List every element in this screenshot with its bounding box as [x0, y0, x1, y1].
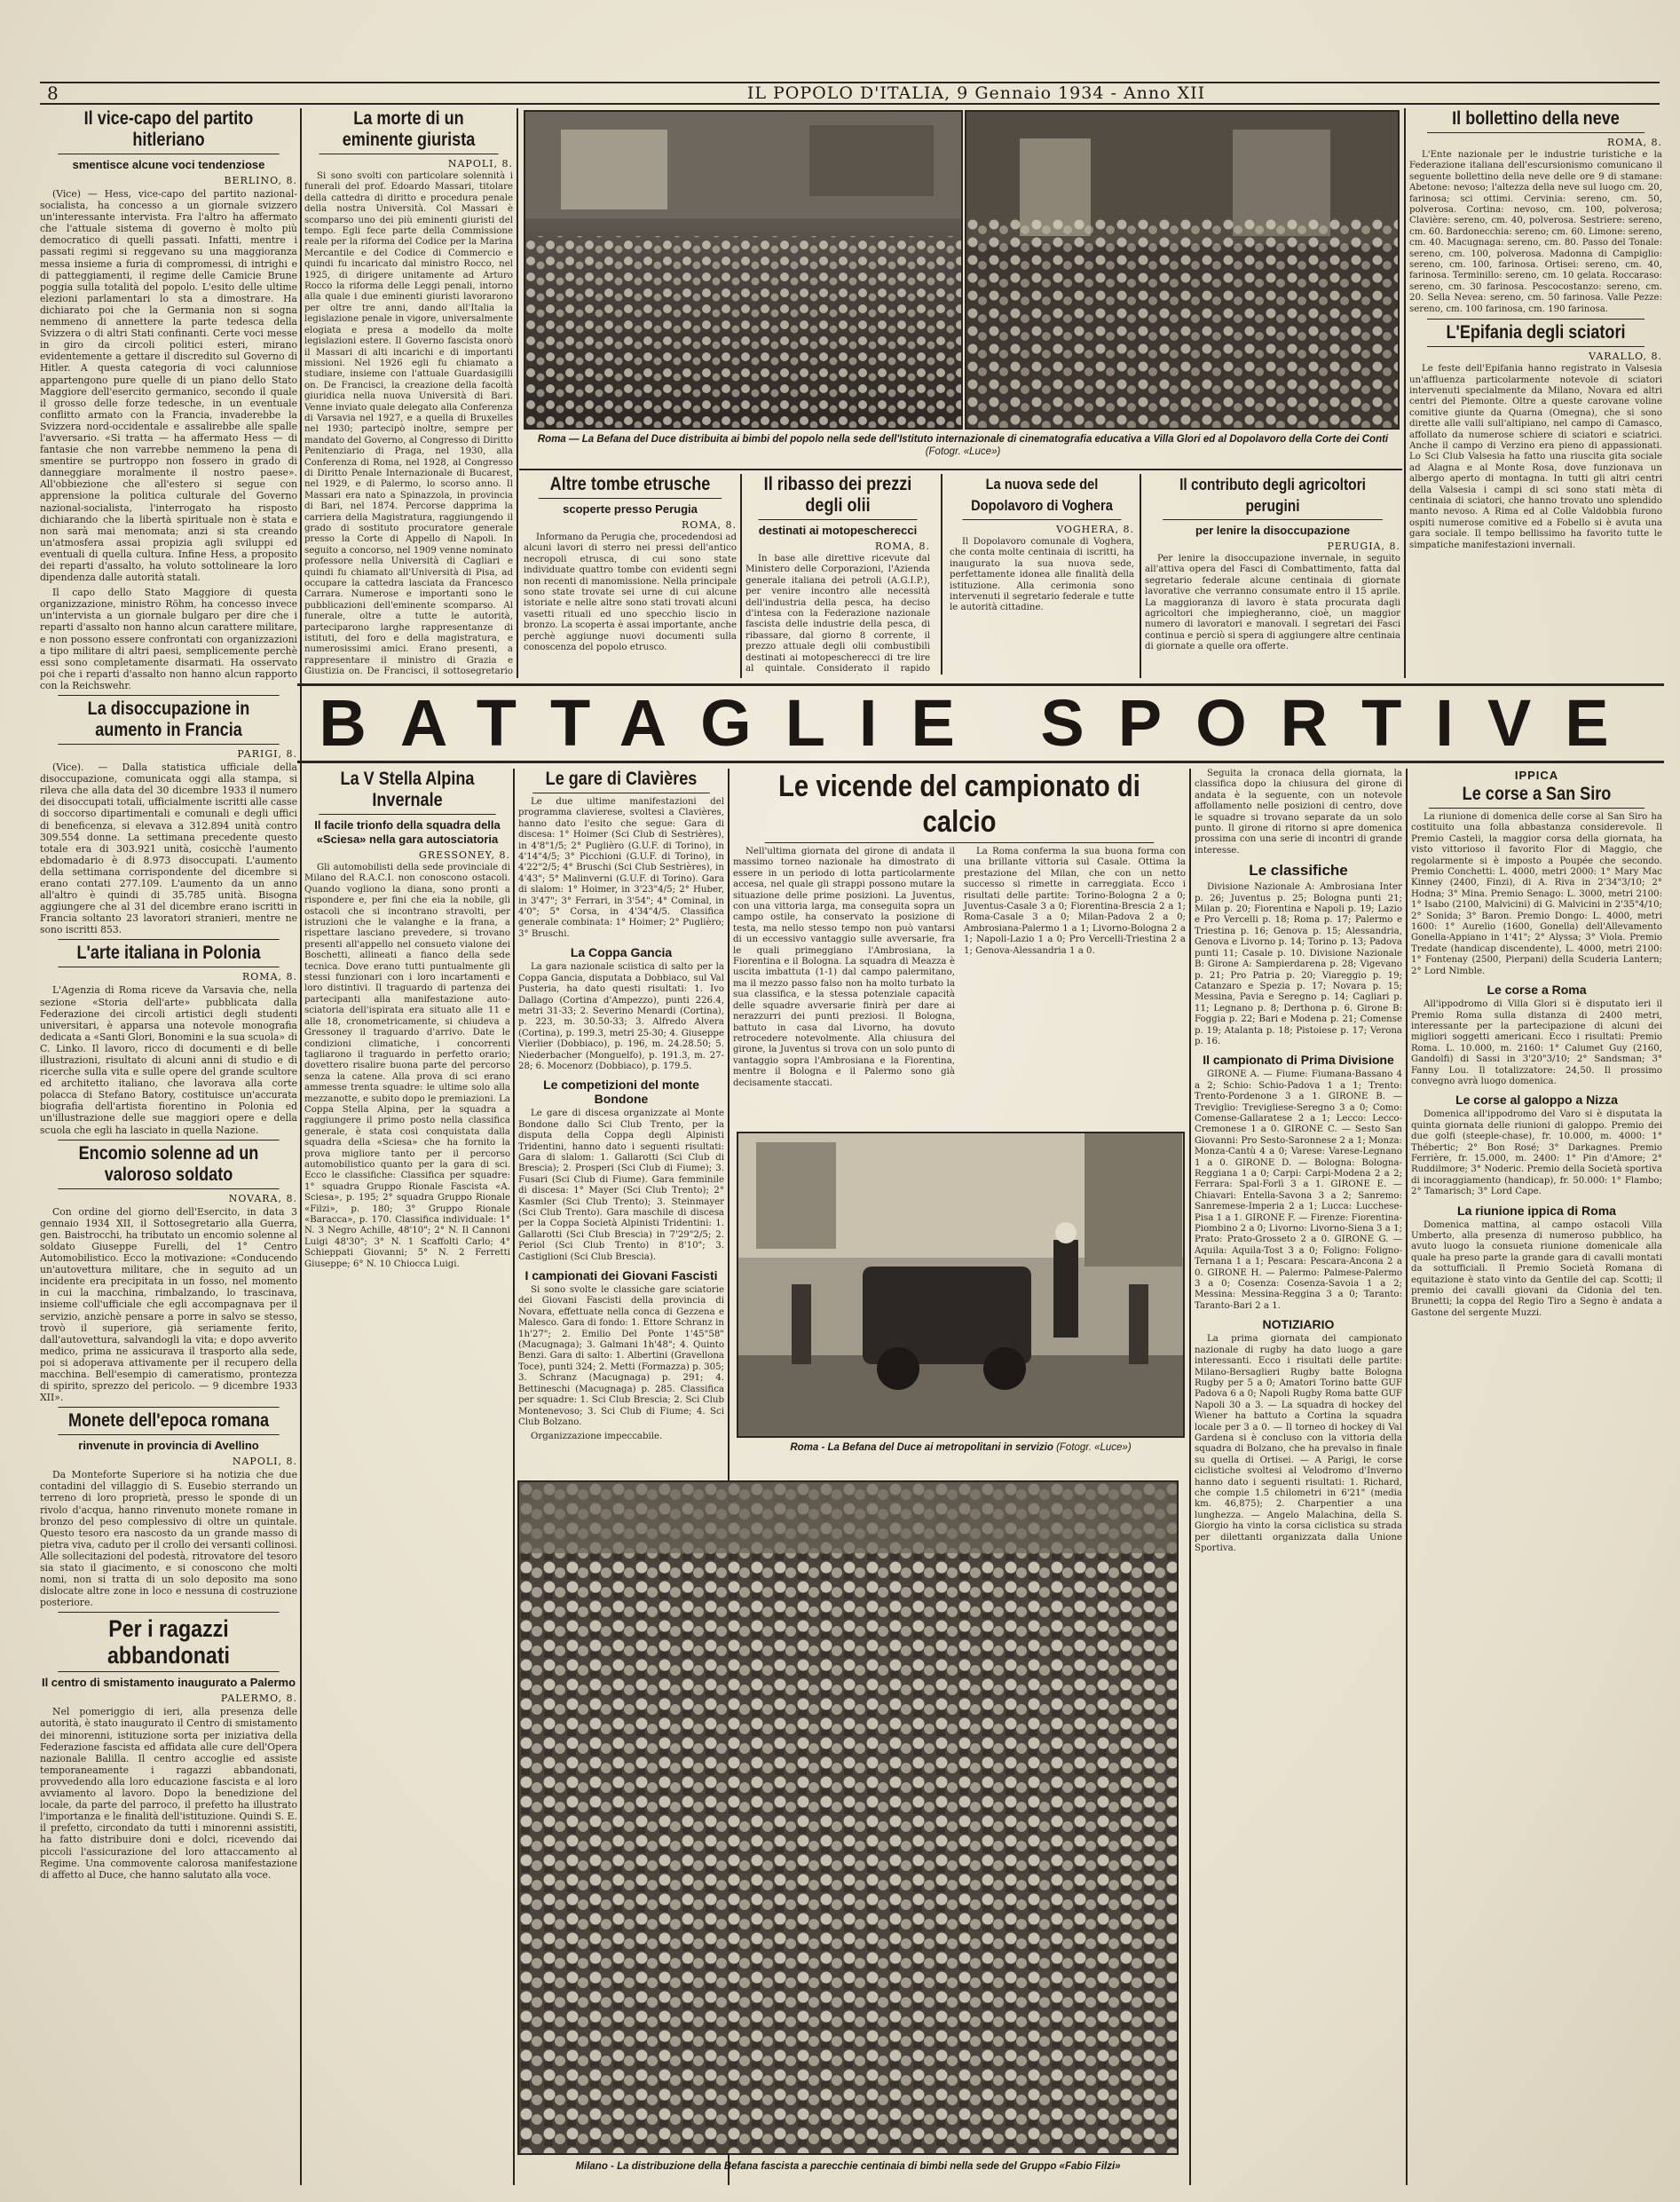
subtitle-giovani-fascisti: I campionati dei Giovani Fascisti: [525, 1268, 718, 1283]
headline-giurista: La morte di un eminente giurista: [319, 108, 498, 154]
headline-epifania: L'Epifania degli sciatori: [1427, 319, 1645, 347]
subhead-vice-capo: smentisce alcune voci tendenziose: [72, 158, 265, 171]
dateline-ragazzi: PALERMO, 8.: [220, 1693, 297, 1705]
article-giurista: Si sono svolti con particolare solennità i funerali del prof. Edoardo Massari, titolare della cattedra di diritto e procedura penale della nostra Università. Col Massari è scomparso uno dei più eminenti giuristi del tempo. Egli fece parte della Commissione reale per la riforma del Codice per la Marina Mercantile e del Codice di Commercio e quindi fu incaricato dal ministro Rocco, nel 1925, di dirigere unitamente ad Arturo Rocco la riforma delle Leggi penali, intorno alla quale i due eminenti giuristi lavorarono per oltre tre anni, dando all'Italia la legislazione penale in vigore, universalmente elogiata e presa a modello da molte legislazioni estere. Il Governo fascista onorò il Massari di alti incarichi e di importanti missioni. Nel 1926 egli fu chiamato a studiare, insieme con l'attuale Guardasigilli on. De Francisci, la creazione della facoltà giuridica nella nuova Università di Bari. Venne inviato quale delegato alla Conferenza di Varsavia nel 1927, e a quella di Bruxelles nel 1930; partecipò inoltre, sempre per mandato del Governo, al Congresso di Diritto Penitenziario di Praga, nel 1930, alla Conferenza di Roma, nel 1928, al Congresso di Diritto Penale Internazionale di Bucarest, nel 1929, e di Palermo, lo scorso anno. Il Massari era nato a Spinazzola, in provincia di Bari, nel 1874. Percorse dapprima la carriera della Magistratura, raggiungendo il grado di sostituto procuratore generale presso la Corte di Appello di Napoli. In seguito a concorso, nel 1909 venne nominato professore nella Università di Cagliari e quindi fu chiamato all'Università di Pisa, ad occupare la cattedra lasciata da Francesco Carrara. Numerose e importanti sono le pubblicazioni dell'eminente scomparso. Al funerale, oltre a tutte le autorità, parteciparono larghe rappresentanze di istituti, del foro e della magistratura, e numerosissimi amici. Erano presenti, a rappresentare il ministro di Grazia e Giustizia on. De Francisci, il sottosegretario: [304, 171, 513, 677]
photo-top-caption-text: Roma — La Befana del Duce distribuita ai bimbi del popolo nella sede dell'Istituto internazionale di cinematografia educativa a Villa Glori ed al Dopolavoro della Corte dei Conti: [537, 434, 1389, 445]
section-banner: BATTAGLIE SPORTIVE: [297, 683, 1664, 763]
dateline-dopolavoro: VOGHERA, 8.: [1056, 524, 1134, 535]
headline-encomio: Encomio solenne ad un valoroso soldato: [58, 1140, 279, 1189]
subhead-prezzi: destinati ai motopescherecci: [758, 524, 918, 537]
article-calcio-cont: La Roma conferma la sua buona forma con una brillante vittoria sul Casale. Ottima la prestazione del Milan, che con un netto successo si rimette in carreggiata. Ecco i risultati delle partite: Torino-Bologna 2 a 0; Juventus-Casale 3 a 0; Fiorentina-Brescia 2 a 1; Roma-Casale 3 a 0; Milan-Padova 2 a 0; Ambrosiana-Palermo 1 a 1; Livorno-Bologna 2 a 1; Napoli-Lazio 1 a 0; Pro Vercelli-Triestina 2 a 1; Genova-Alessandria 1 a 0.: [964, 847, 1186, 956]
article-encomio: Con ordine del giorno dell'Esercito, in data 3 gennaio 1934 XII, il Sottosegretario alla Guerra, gen. Baistrocchi, ha tributato un encomio solenne al soldato Giuseppe Furelli, del 1° Centro Automobilistico. Ecco la motivazione: «Conducendo un'autovettura militare, che in seguito ad un incidente era precipitata in un fosso, nel momento in cui la macchina, rimbalzando, lo trascinava, insieme coll'ufficiale che egli accompagnava per il servizio, anzichè pensare a porre in salvo se stesso, trovò il superiore, già seriamente ferito, dall'autovettura, salvandogli la vita; e dopo avverito medico, prima ne assicurava il trasporto alla sede, poi si adoperava attivamente per il recupero della macchina. Bell'esempio di cameratismo, prontezza di spirito, sprezzo del pericolo. — 9 dicembre 1933 XII».: [40, 1205, 297, 1404]
column-divider: [1404, 108, 1406, 678]
subhead-etrusche: scoperte presso Perugia: [563, 502, 698, 516]
column-divider: [517, 108, 518, 678]
dateline-monete: NAPOLI, 8.: [232, 1456, 297, 1468]
headline-dopolavoro: La nuova sede del Dopolavoro di Voghera: [963, 474, 1122, 520]
article-san-siro: La riunione di domenica delle corse al San Siro ha costituito una folla abbastanza considerevole. Il Premio Casteli, la maggior corsa della giornata, ha visto vittorioso il favorito Flor di Maggio, che regolarmente si è imposto a Poupée che secondo. Premio Conchetti: L. 4000, metri 2000: 1° Mary Mac Kinney (2400, Finzi), di A. Riva in 2'34"3/10; 2° Hodna; 3° Mina. Premio Senago: L. 3000, metri 2100: 1° Isabo (2100, Malvicini) di G. Malvicini in 2'35"4/10; 2° Sonida; 3° Baron. Premio Dongo: L. 4000, metri 1600: 1° Aurelio (1600, Gonella) dell'Allevamento Gonella-Appiano in 1'41"; 2° Alyssa; 3° Viola. Premio Tredate (handicap discendente), L. 4000, metri 2100: 1° Fontenay (2500, Pierpani) della Scuderia Lantern; 2° Lord Nimble.: [1411, 812, 1662, 976]
article-prima-divisione: GIRONE A. — Fiume: Fiumana-Bassano 4 a 2; Schio: Schio-Padova 1 a 1; Trento: Trento-Pordenone 3 a 1. GIRONE B. — Treviglio: Trevigliese-Seregno 3 a 0; Como: Comense-Gallaratese 2 a 1; Lecco: Lecco-Cremonese 1 a 0. GIRONE C. — Sesto San Giovanni: Pro Sesto-Saronnese 2 a 1; Monza: Monza-Cantù 4 a 0; Varese: Varese-Legnano 1 a 0. GIRONE D. — Bologna: Bologna-Reggiana 1 a 0; Carpi: Carpi-Modena 2 a 2; Ferrara: Spal-Forlì 3 a 1. GIRONE E. — Chiavari: Entella-Savona 3 a 2; Sanremo: Sanremese-Imperia 2 a 1; Lucca: Lucchese-Pisa 1 a 1. GIRONE F. — Firenze: Fiorentina-Piombino 2 a 0; Livorno: Livorno-Siena 3 a 1; Prato: Prato-Grosseto 2 a 0. GIRONE G. — Aquila: Aquila-Tost 3 a 0; Foligno: Foligno-Ternana 1 a 1; Pescara: Pescara-Ancona 2 a 0. GIRONE H. — Palermo: Palmese-Palermo 3 a 0; Cosenza: Cosenza-Savoia 1 a 2; Messina: Messina-Reggina 3 a 0; Taranto: Taranto-Bari 2 a 1.: [1195, 1069, 1402, 1311]
headline-vice-capo: Il vice-capo del partito hitleriano: [58, 108, 279, 154]
subtitle-corse-nizza: Le corse al galoppo a Nizza: [1455, 1093, 1618, 1108]
masthead-title: IL POPOLO D'ITALIA, 9 Gennaio 1934 - Anno XII: [293, 82, 1660, 105]
article-agricoltori: Per lenire la disoccupazione invernale, in seguito all'attiva opera del Fasci di Combattimento, fatta dal segretario federale alcune centinaia di giornate lavorative che verranno consumate entro il 15 aprile. La maggioranza di lavoro è stata procurata dagli agricoltori che impiegheranno, cioè, un maggior numero di lavoratori e manovali. I segretari dei Fasci continua e perciò si spera di aggiungere altre centinaia di giornate a quelle ora offerte.: [1145, 554, 1400, 652]
column-divider: [740, 474, 742, 678]
dateline-disoccupazione: PARIGI, 8.: [237, 748, 297, 761]
article-vice-capo-cont: Il capo dello Stato Maggiore di questa organizzazione, ministro Röhm, ha concesso invece un'intervista a un giornale bulgaro per dire che i reparti d'assalto non hanno alcun carattere militare, e non possono essere confrontati con organizzazioni a tipo militare di altri paesi, semplicemente perchè essi sono completamente disarmati. Ha osservato poi che i reparti d'assalto non hanno alcun rapporto con la Reichswehr.: [40, 587, 297, 691]
sport-calcio: [733, 769, 1186, 1124]
article-vice-capo: (Vice) — Hess, vice-capo del partito nazional-socialista, ha concesso a un giornale svizzero un'interessante intervista. Fra l'altro ha affermato che l'attuale sistema di governo è molto più democratico di quelli passati. Infatti, mentre i passati regimi si reggevano su una maggioranza messa insieme a furia di compromessi, di intrighi e di patteggiamenti, il regime delle Camicie Brune poggia sulla totalità del popolo. L'esito delle ultime elezioni parlamentari lo sta a dimostrare. Ha dichiarato poi che la Germania non si sogna nemmeno di annettere la parte tedesca della Svizzera o di altri Stati confinanti. Certe voci messe in giro da circoli politici esteri, mirano evidentemente a gettare il discredito sul Governo di Hitler. A questa categoria di voci calunniose appartengono pure quelle di un piano dello Stato Maggiore dell'esercito germanico, secondo il quale il grosso delle forze tedesche, in un eventuale conflitto armato con la Francia, invaderebbe la Svizzera nord-occidentale e assalirebbe alle spalle l'avversario. «Si tratta — ha affermato Hess — di fantasie che non varrebbe nemmeno la pena di smentire se purtroppo non fossero in grado di danneggiare moralmente il nostro paese». All'obbiezione che all'estero si segue con apprensione la politica culturale del Governo nazional-socialista, l'interrogato ha risposto dichiarando che la libertà spirituale non è stata e non sarà mai menomata; anzi si sta creando un'atmosfera assai propizia agli sviluppi ed eventuali di quella cultura. Infine Hess, a proposito dei reparti d'assalto, ha voluto sottolineare la loro dipendenza dalle autorità statali.: [40, 188, 297, 584]
subhead-agricoltori: per lenire la disoccupazione: [1195, 524, 1351, 537]
photo-befana-corte-conti: [965, 110, 1400, 430]
headline-claviere: Le gare di Clavières: [532, 769, 710, 793]
article-giovani-fascisti: Si sono svolte le classiche gare sciatorie dei Giovani Fascisti della provincia di Novara, effettuate nella conca di Gezzena e Malesco. Gara di fondo: 1. Ettore Schranz in 1h'27"; 2. Emilio Del Ponte 1'45"58" (Macugnaga); 3. Galmani 1h'48"; 4. Quinto Benzi. Gara di salto: 1. Albertini (Gravellona Toce), punti 324; 2. Metti (Formazza) p. 305; 3. Schranz (Macugnaga) p. 291; 4. Bettineschi (Macugnaga) p. 285. Classifica per squadre: 1. Sci Club Brescia; 2. Sci Club Montenevoso; 3. Sci Club di Fiume; 4. Sci Club Bolzano.: [518, 1285, 724, 1427]
rule: [519, 469, 1402, 470]
photo-top-credit: (Fotogr. «Luce»): [925, 446, 1001, 457]
subtitle-classifiche: Le classifiche: [1249, 862, 1348, 880]
headline-agricoltori: Il contributo degli agricoltori perugini: [1163, 474, 1383, 520]
article-etrusche-box: [524, 474, 737, 678]
headline-prezzi: Il ribasso dei prezzi degli olii: [759, 474, 918, 520]
dateline-arte-polonia: ROMA, 8.: [242, 971, 297, 983]
subtitle-notiziario: NOTIZIARIO: [1262, 1317, 1335, 1332]
photo-befana-villa-glori: [524, 110, 963, 430]
article-prezzi-box: [745, 474, 1136, 678]
dateline-prezzi: ROMA, 8.: [875, 541, 930, 552]
article-neve: L'Ente nazionale per le industrie turistiche e la Federazione italiana dell'escursionismo comunicano il seguente bollettino della neve delle ore 9 di stamane: Abetone: nevoso; l'altezza della neve sul luogo cm. 20, farinosa; sci ottimi. Cervinia: sereno, cm. 50, polverosa. Cortina: nevoso, cm. 100, polverosa; Clavière: sereno, cm. 40, polverosa. Sestriere: sereno, cm. 60. Bardonecchia: sereno; cm. 60. Limone: sereno, cm. 40. Macugnaga: sereno, cm. 80. Passo del Tonale: sereno, cm. 100, polverosa. Madonna di Campiglio: sereno, cm. 100, farinosa. Ortisei: sereno, cm. 40, farinosa. Terminillo: sereno, cm. 10 gelata. Roccaraso: sereno, cm. 30 farinosa. Pescocostanzo: sereno, cm. 20. Sella Nevea: sereno, cm. 50 farinosa. Valle Pezze: sereno, cm. 100 farinosa, cm. 190 farinosa.: [1409, 150, 1662, 314]
column-divider: [1406, 769, 1408, 2185]
column-divider: [300, 108, 302, 2185]
dateline-stella-alpina: GRESSONEY, 8.: [419, 849, 510, 861]
article-corse-roma: All'ippodromo di Villa Glori si è disputato ieri il Premio Roma sulla distanza di 2400 metri, interessante per la partecipazione di alcuni dei migliori soggetti americani. Ecco i risultati: Premio Roma. L. 10.000, m. 2160: 1° Calumet Guy (2160, Gandolfi) di Sassi in 3'20"3/10; 2° Sandsman; 3° Fanny Lou. Il totalizzatore: 24,50. Il prossimo convegno avrà luogo domenica.: [1411, 999, 1662, 1086]
article-dopolavoro: Il Dopolavoro comunale di Voghera, che conta molte centinaia di iscritti, ha inaugurato la sua nuova sede, perfettamente idonea alle finalità della istituzione. Alla cerimonia sono intervenuti il segretario federale e tutte le autorità cittadine.: [950, 537, 1134, 613]
article-agricoltori-box: [1145, 474, 1400, 678]
section-label-ippica: IPPICA: [1514, 769, 1559, 782]
article-claviere: Le due ultime manifestazioni del programma clavierese, svoltesi a Clavières, hanno dato l'esito che segue: Gara di discesa: 1° Hoimer (Sci Club di Sestrières), in 4'8"1/5; 2° Puglièro (G.U.F. di Torino), in 4'14"4/5; 3° Picchioni (G.U.F. di Torino), in 4'22"2/5; 4° Bruschi (Sci Club Sestrières), in 4'43"; 5° Malinverni (G.U.F. di Torino). Gara di slalom: 1° Hoimer, in 3'23"4/5; 2° Huber, in 3'47"; 3° Ferrari, in 3'54"; 4° Cominal, in 4'0"; 5° Corsa, in 4'34"4/5. Classifica generale combinata: 1° Hoimer; 2° Puglièro; 3° Bruschi.: [518, 797, 724, 939]
subtitle-bondone: Le competizioni del monte Bondone: [543, 1077, 699, 1107]
sport-column-classifiche: [1195, 769, 1402, 2185]
article-ragazzi: Nel pomeriggio di ieri, alla presenza delle autorità, è stato inaugurato il Centro di smistamento dei minorenni, istituzione sorta per iniziativa della Federazione fascista ed affidata alle cure dell'Opera nazionale Balilla. Il centro accoglie ed assiste temporaneamente i ragazzi abbandonati, provvedendo alla loro educazione fascista e al loro avviamento al lavoro. Dopo la benedizione del locale, da parte del parroco, il prefetto ha illustrato l'importanza e le finalità dell'istituzione. Quindi S. E. il prefetto, circondato da tutti i minorenni assistiti, ha fatto distribuire doni e dolci, ricevendo dai piccoli l'assicurazione del loro attaccamento al Regime. Una commovente calorosa manifestazione di affetto al Duce, che hanno salutato alla voce.: [40, 1706, 297, 1881]
dateline-agricoltori: PERUGIA, 8.: [1327, 541, 1400, 552]
article-notiziario: La prima giornata del campionato nazionale di rugby ha dato luogo a gare interessanti. Ecco i risultati delle partite: Milano-Bersaglieri Rugby batte Bologna Rugby per 5 a 0; Amatori Torino batte GUF Padova 6 a 0; Napoli Rugby Roma batte GUF Napoli 30 a 3. — La squadra di hockey del Wiener ha battuto a Cortina la squadra locale per 3 a 0. — Il torneo di hockey di Val Gardena si è concluso con la vittoria della squadra di Bolzano, che ha prevalso in finale su quella di Ortisei. — A Parigi, le corse ciclistiche svoltesi al Velodromo d'Inverno hanno dato i seguenti risultati: 1. Richard, che compie 1.5 chilometri in 6'21" (media km. 46,875); 2. Charpentier a una lunghezza. — Angelo Malachina, della S. Giorgio ha vinto la corsa ciclistica su strada per dilettanti organizzata dalla Unione Sportiva.: [1195, 1334, 1402, 1553]
subtitle-coppa-gancia: La Coppa Gancia: [570, 945, 673, 960]
article-coppa-gancia: La gara nazionale sciistica di salto per la Coppa Gancia, disputata a Dobbiaco, sul Val Pusteria, ha dato questi risultati: 1. Ivo Dallago (Cortina d'Ampezzo), punti 226.4, metri 31-33; 2. Severino Menardi (Cortina), p. 223, m. 30.50-33; 3. Alfredo Alvera (Cortina), p. 199.3, metri 25-30; 4. Giuseppe Vierlier (Dobbiaco), p. 196, m. 24.28.50; 5. Niederbacher (Monguelfo), p. 191.3, m. 27-28; 6. Mocenorz (Dobbiaco), p. 179.5.: [518, 962, 724, 1071]
photo-bottom-caption: [517, 2160, 1179, 2173]
subtitle-riunione-roma: La riunione ippica di Roma: [1457, 1203, 1616, 1218]
column-divider: [1189, 769, 1191, 2185]
dateline-encomio: NOVARA, 8.: [228, 1192, 297, 1204]
article-riunione-roma: Domenica mattina, al campo ostacoli Villa Umberto, alla presenza di numeroso pubblico, ha avuto luogo la consueta riunione domenicale alla quale ha preso parte la grande gara di cavalli montati da sottufficiali. Il Premio Società Romana di equitazione è stato vinto da Gentile del cap. Scotti; il premio dei cavalli giovani da Cidonia del ten. Brunetti; la coppa del Regio Tiro a Segno è andata a Gastone del sergente Muzzi.: [1411, 1219, 1662, 1318]
column-2-top: [304, 108, 513, 678]
subhead-ragazzi: Il centro di smistamento inaugurato a Palermo: [41, 1676, 296, 1690]
article-epifania: Le feste dell'Epifania hanno registrato in Valsesia un'affluenza particolarmente notevole di sciatori intervenuti specialmente da Milano, Novara ed altri centri del Piemonte. Oltre a queste carovane voline comitive giunte da Quarna (Omegna), che si sono dirette alle valli sull'altipiano, nel campo di Camasco, affollato da numerose schiere di sciatori e sciatrici. Anche il campo di Verzino era pieno di appassionati. Lo Sci Club Valsesia ha fatto una riuscita gita sociale ad Alagna e al Monte Rosa, dove funzionava un albergo aperto di montagna. In tutti gli altri centri della Valsesia i campi di sci sono stati mèta di centinaia di sciatori, che hanno trovato uno splendido manto nevoso. A Rima ed al Colle Valdobbia furono ospiti numerose comitive ed a Fobello si è avuta una gara sociale. Il tempo bellissimo ha favorito tutte le simpatiche manifestazioni invernali.: [1409, 364, 1662, 550]
article-classifiche: Divisione Nazionale A: Ambrosiana Inter p. 26; Juventus p. 25; Bologna punti 21; Milan p. 20; Fiorentina e Napoli p. 19; Lazio e Pro Vercelli p. 18; Roma p. 17; Palermo e Triestina p. 16; Genova p. 15; Alessandria, Genova e Livorno p. 14; Torino p. 13; Padova punti 11; Casale p. 10. Divisione Nazionale B: Girone A: Sampierdarena p. 28; Vigevano p. 21; Pro Patria p. 20; Viareggio p. 19; Catanzaro e Spezia p. 17; Novara p. 15; Messina, Pavia e Seregno p. 14; Cagliari p. 11; Legnano p. 8; Derthona p. 6. Girone B: Foggia p. 22; Bari e Modena p. 21; Comense p. 19; Atalanta p. 18; Pistoiese p. 17; Verona p. 16.: [1195, 882, 1402, 1046]
subtitle-corse-roma: Le corse a Roma: [1487, 983, 1587, 998]
headline-arte-polonia: L'arte italiana in Polonia: [58, 939, 279, 967]
article-corse-nizza: Domenica all'ippodromo del Varo si è disputata la quinta giornata delle riunioni di galoppo. Premio dei due golfi (steeple-chase), fr. 10.000, m. 4000: 1° Thébertic; 2° Bon Rosé; 3° Darkagnes. Premio Ferrière, fr. 15.000, m. 2400: 1° Pin d'Amore; 2° Ruddilmore; 3° Noderic. Premio della Società sportiva di incoraggiamento (handicap), fr. 50.000: 1° Flambo; 2° Tamarisch; 3° Lord Cape.: [1411, 1109, 1662, 1197]
photo-top-caption: [524, 433, 1402, 458]
photo-befana-milano: [517, 1480, 1179, 2155]
subhead-stella-alpina: Il facile trionfo della squadra della «Sciesa» nella gara autosciatoria: [314, 818, 501, 846]
article-arte-polonia: L'Agenzia di Roma riceve da Varsavia che, nella sezione «Storia dell'arte» pubblicata dalla Federazione dei circoli artistici degli studenti universitari, è apparsa una notevole monografia dedicata a «Santi Glori, Bonomini e la sua scuola» di C. Linko. Il lavoro, ricco di documenti e di belle illustrazioni, risultato di alcuni anni di studio e di ricerche sulla vita e sulle opere del grande scultore ed architetto italiano, che lavorava alla corte polacca di Stefano Batory, costituisce un'accurata biografia dell'artista fiorentino in Polonia ed un'illustrazione delle sue maggiori opere e della scuola che egli ha lasciato in quella Nazione.: [40, 984, 297, 1136]
headline-ragazzi: Per i ragazzi abbandonati: [58, 1612, 279, 1672]
article-monete: Da Monteforte Superiore si ha notizia che due contadini del villaggio di S. Eusebio sterrando un terreno di loro proprietà, presso le sponde di un rivolo d'acqua, hanno rinvenuto monete romane in bronzo del peso complessivo di oltre un quintale. Questo tesoro era nascosto da un grande masso di pietra viva, caduto per il crollo dei versanti collinosi. Alle sollecitazioni del podestà, ritrovatore del tesoro sia stato il giacimento, e si conoscono che molti nomi, non si tratta di un solo deposito ma sono dislocate altre zone in loco e nessuna di costruzione posteriore.: [40, 1469, 297, 1609]
headline-etrusche: Altre tombe etrusche: [539, 474, 722, 499]
headline-disoccupazione: La disoccupazione in aumento in Francia: [58, 695, 279, 745]
page-number: 8: [40, 82, 306, 105]
photo-mid-caption: [737, 1441, 1185, 1454]
headline-monete: Monete dell'epoca romana: [58, 1407, 279, 1435]
column-divider: [1140, 474, 1141, 678]
headline-calcio: Le vicende del campionato di calcio: [765, 769, 1155, 843]
article-disoccupazione: (Vice). — Dalla statistica ufficiale della disoccupazione, comunicata oggi alla stampa, si rileva che alla data del 30 dicembre 1933 il numero dei disoccupati totali, ufficialmente iscritti alle casse di soccorso dipartimentali e comunali e degli uffici di beneficenza, si elevava a 312.894 unità contro 309.554 donne. La settimana precedente questo totale era di 303.921 unità, cosicchè l'aumento ebdomadario è di 8.973 disoccupati. L'aumento della settimana corrispondente del dicembre si erano contati 277.109. L'aumento da un anno all'altro è quindi di 35.785 unità. Bisogna aggiungere che al 31 del dicembre erano iscritti in Francia soltanto 23 lavoratori stranieri, mentre ne sono iscritti 853.: [40, 762, 297, 936]
sport-column-stella: [304, 769, 510, 2185]
article-calcio-end: Seguita la cronaca della giornata, la classifica dopo la chiusura del girone di andata è la seguente, con un notevole affollamento nelle posizioni di centro, dove le squadre si trovano separate da un solo punto. Il girone di ritorno si apre domenica prossima con una serie di incontri di grande interesse.: [1195, 769, 1402, 856]
subtitle-prima-divisione: Il campionato di Prima Divisione: [1203, 1053, 1394, 1068]
headline-neve: Il bollettino della neve: [1427, 108, 1645, 133]
article-etrusche: Informano da Perugia che, procedendosi ad alcuni lavori di sterro nei pressi dell'antico necropoli etrusca, di cui sono state individuate quattro tombe con evidenti segni non recenti di manomissione. Nella principale sono state trovate sei urne di cui alcune istoriate e nelle altre sono stati trovati alcuni vasetti rituali ed uno specchio liscio in bronzo. La scoperta è assai importante, anche perchè aggiunge nuovi documenti sulla conoscenza del popolo etrusco.: [524, 533, 737, 653]
dateline-vice-capo: BERLINO, 8.: [224, 175, 297, 186]
photo-bottom-caption-text: Milano - La distribuzione della Befana fascista a parecchie centinaia di bimbi nella sede del Gruppo «Fabio Filzi»: [575, 2161, 1121, 2172]
article-prezzi: In base alle direttive ricevute dal Ministero delle Corporazioni, l'Azienda generale italiana dei petroli (A.G.I.P.), per venire incontro alle necessità dell'industria della pesca, ha deciso d'intesa con la Federazione nazionale fascista delle industrie della pesca, di ribassare, dal giorno 8 corrente, il prezzo attuale degli olii combustibili destinati ai motopescherecci di tre lire al quintale. Considerato il rapido: [745, 554, 930, 675]
photo-befana-metropolitani: [737, 1132, 1185, 1438]
dateline-giurista: NAPOLI, 8.: [447, 158, 513, 170]
article-stella-alpina: Gli automobilisti della sede provinciale di Milano del R.A.C.I. non conoscono ostacoli. Quando vogliono la diana, sono pronti a rispondere e, per fini che eia la nobile, gli ostacoli che si incontrano stravolti, per istruzioni che le valanghe e la frana, a rispettare lasciano prevedere, si trovano presenti all'appello nel consueto vialone dei Boschetti, allineati a fianco della sede tecnica. Dove erano tutti puntualmente gli stessi funzionari con i loro incartamenti e loro distintivi. Il traguardo di partenza dei partecipanti alla manifestazione auto-sciatoria dell'ispirata era situato alle 11 e alle 18, cronometricamente, si chiudeva a Gressoney il traguardo d'arrivo. Date le condizioni climatiche, i concorrenti tagliarono il traguardo in perfetto orario; dovettero risalire buona parte del percorso senza la catene. Alla prova di sci erano ammesse trenta squadre: le ultime solo alla mezzanotte, e subito dopo le premiazioni. La Coppa Stella Alpina, per la squadra a raggiungere il primo posto nella classifica generale, è stata così conquistata dalla squadra della «Sciesa» che ha fornito la prova migliore tanto per il percorso automobilistico quanto per la gara di sci. Ecco le classifiche: Classifica per squadre: 1° squadra Gruppo Rionale Fascista «A. Sciesa», p. 195; 2° squadra Gruppo Rionale «Filzi», p. 180; 3° Gruppo Rionale «Baracca», p. 170. Classifica individuale: 1° N. 3 Negro Achille, 48'10"; 2° N. Il Cannoni Luigi 48'30"; 3° N. 1 Scaffolti Carlo; 4° Schieppati Giovanni; 5° N. 2 Ferretti Giuseppe; 6° N. 10 Chiocca Luigi.: [304, 863, 510, 1269]
photo-mid-caption-text: Roma - La Befana del Duce ai metropolitani in servizio: [790, 1442, 1053, 1453]
dateline-neve: ROMA, 8.: [1607, 137, 1662, 148]
column-1: [40, 108, 297, 2185]
photo-mid-credit: (Fotogr. «Luce»): [1056, 1442, 1132, 1453]
column-divider: [513, 769, 515, 2185]
article-calcio: Nell'ultima giornata del girone di andata il massimo torneo nazionale ha dimostrato di essere in un periodo di lotta particolarmente accesa, nel quale gli strappi possono mutare la situazione delle prime posizioni. La Juventus, con una vittoria larga, ma conseguita sopra un campo ostile, ha conservato la posizione di testa, ma nello stesso tempo non può vantarsi di un eccessivo vantaggio sulle avversarie, fra le quali primeggiano l'Ambrosiana, la Fiorentina e il Bologna. La squadra di Meazza è uscita imbattuta (1-1) dal campo palermitano, ma il mezzo passo falso non ha molto turbato la sua classifica, e la stessa potenziale capacità delle squadre avversarie finirà per dare ai nerazzurri dei punti preziosi. Il Bologna, battuto in casa dal Livorno, ha dovuto retrocedere notevolmente. Alla chiusura del girone, la Juventus si trova con un solo punto di vantaggio sopra l'Ambrosiana e la Fiorentina, mentre il Bologna e il Palermo sono già decisamente staccati.: [733, 847, 955, 1088]
dateline-epifania: VARALLO, 8.: [1589, 351, 1662, 363]
dateline-etrusche: ROMA, 8.: [682, 519, 737, 531]
article-bondone: Le gare di discesa organizzate al Monte Bondone dallo Sci Club Trento, per la disputa della Coppa degli Alpinisti Tridentini, hanno dato i seguenti risultati: Gara di slalom: 1. Gallarotti (Sci Club di Brescia); 2. Prosperi (Sci Club di Fiume); 3. Fusari (Sci Club di Fiume). Gara femminile di discesa: 1° Mayer (Sci Club Trento); 2° Kasmler (Sci Club Trento); 3. Steinmayer (Sci Club Trento). Gara maschile di discesa per la Coppa Società Alpinisti Tridentini: 1. Gallarotti (Sci Club Brescia) in 7'29"2/5; 2. Periol (Sci Club Trento) in 8'10"; 3. Castiglioni (Sci Club Brescia).: [518, 1109, 724, 1262]
column-right-top: [1409, 108, 1662, 678]
headline-stella-alpina: La V Stella Alpina Invernale: [319, 769, 496, 815]
sport-column-ippica: [1411, 769, 1662, 2185]
subhead-monete: rinvenute in provincia di Avellino: [78, 1439, 259, 1453]
text-organizzazione: Organizzazione impeccabile.: [531, 1432, 663, 1442]
headline-san-siro: Le corse a San Siro: [1429, 784, 1645, 809]
